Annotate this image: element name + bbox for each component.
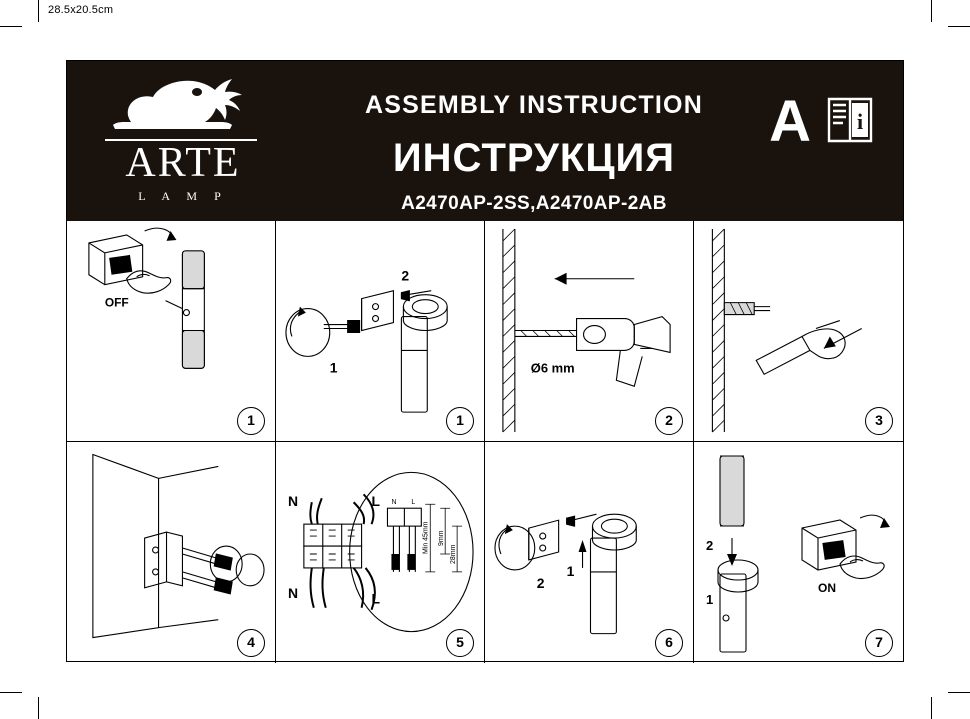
- step-8-label-on: ON: [818, 581, 836, 595]
- title-russian: ИНСТРУКЦИЯ: [392, 136, 676, 180]
- brand-logo: [87, 73, 277, 209]
- step-number-5: 4: [237, 629, 265, 657]
- brand-name: ARTE: [125, 140, 241, 186]
- step-cell-1: [67, 221, 276, 442]
- step-6-label-n-bottom: N: [287, 584, 299, 601]
- step-cell-5: [67, 442, 276, 663]
- step-cell-4: [694, 221, 903, 442]
- step-6-label-l-detail: L: [411, 499, 416, 507]
- step-3-label-diameter: Ø6 mm: [530, 360, 575, 376]
- book-icon-letter: i: [856, 109, 864, 134]
- steps-grid: [67, 221, 903, 663]
- step-2-label-2: 2: [401, 267, 410, 284]
- instruction-sheet: [66, 60, 904, 662]
- step-number-8: 7: [865, 629, 893, 657]
- step-number-4: 3: [865, 407, 893, 435]
- series-letter-badge: A: [769, 89, 811, 154]
- step-1-label-off: OFF: [104, 295, 129, 310]
- crop-mark-bottom-right-h: [948, 692, 970, 693]
- sheet-dimension-note: 28.5x20.5cm: [48, 4, 114, 16]
- step-number-3: 2: [655, 407, 683, 435]
- step-number-6: 5: [446, 629, 474, 657]
- crop-mark-top-left-v: [38, 0, 39, 22]
- crop-mark-top-right-h: [948, 26, 970, 27]
- step-cell-2: [276, 221, 485, 442]
- griffin-logo-icon: [101, 75, 261, 137]
- step-cell-6: [276, 442, 485, 663]
- step-number-7: 6: [655, 629, 683, 657]
- step-number-1: 1: [237, 407, 265, 435]
- crop-mark-bottom-right-v: [931, 697, 932, 719]
- step-cell-3: [485, 221, 694, 442]
- step-cell-8: [694, 442, 903, 663]
- step-7-label-2: 2: [536, 574, 545, 591]
- step-7-label-1: 1: [566, 562, 575, 579]
- model-numbers: A2470AP-2SS,A2470AP-2AB: [401, 193, 667, 214]
- title-block: [279, 75, 789, 215]
- step-8-label-1: 1: [706, 592, 714, 607]
- title-english: ASSEMBLY INSTRUCTION: [365, 91, 703, 119]
- step-6-label-l-top: L: [371, 493, 381, 510]
- step-number-2: 1: [446, 407, 474, 435]
- step-6-label-n-detail: N: [391, 499, 397, 507]
- crop-mark-top-right-v: [931, 0, 932, 22]
- step-6-label-min45: Min 45mm: [422, 521, 430, 554]
- step-6-label-l-bottom: L: [371, 590, 381, 607]
- step-8-label-2: 2: [706, 538, 714, 553]
- crop-mark-bottom-left-h: [0, 692, 22, 693]
- step-2-label-1: 1: [329, 359, 338, 376]
- header-banner: [67, 61, 903, 221]
- step-6-label-9mm: 9mm: [438, 530, 446, 547]
- manual-book-icon: [821, 91, 879, 149]
- step-6-label-28mm: 28mm: [450, 544, 458, 564]
- brand-subtitle: L A M P: [138, 189, 228, 203]
- crop-mark-bottom-left-v: [38, 697, 39, 719]
- step-6-label-n-top: N: [287, 493, 299, 510]
- step-cell-7: [485, 442, 694, 663]
- crop-mark-top-left-h: [0, 26, 22, 27]
